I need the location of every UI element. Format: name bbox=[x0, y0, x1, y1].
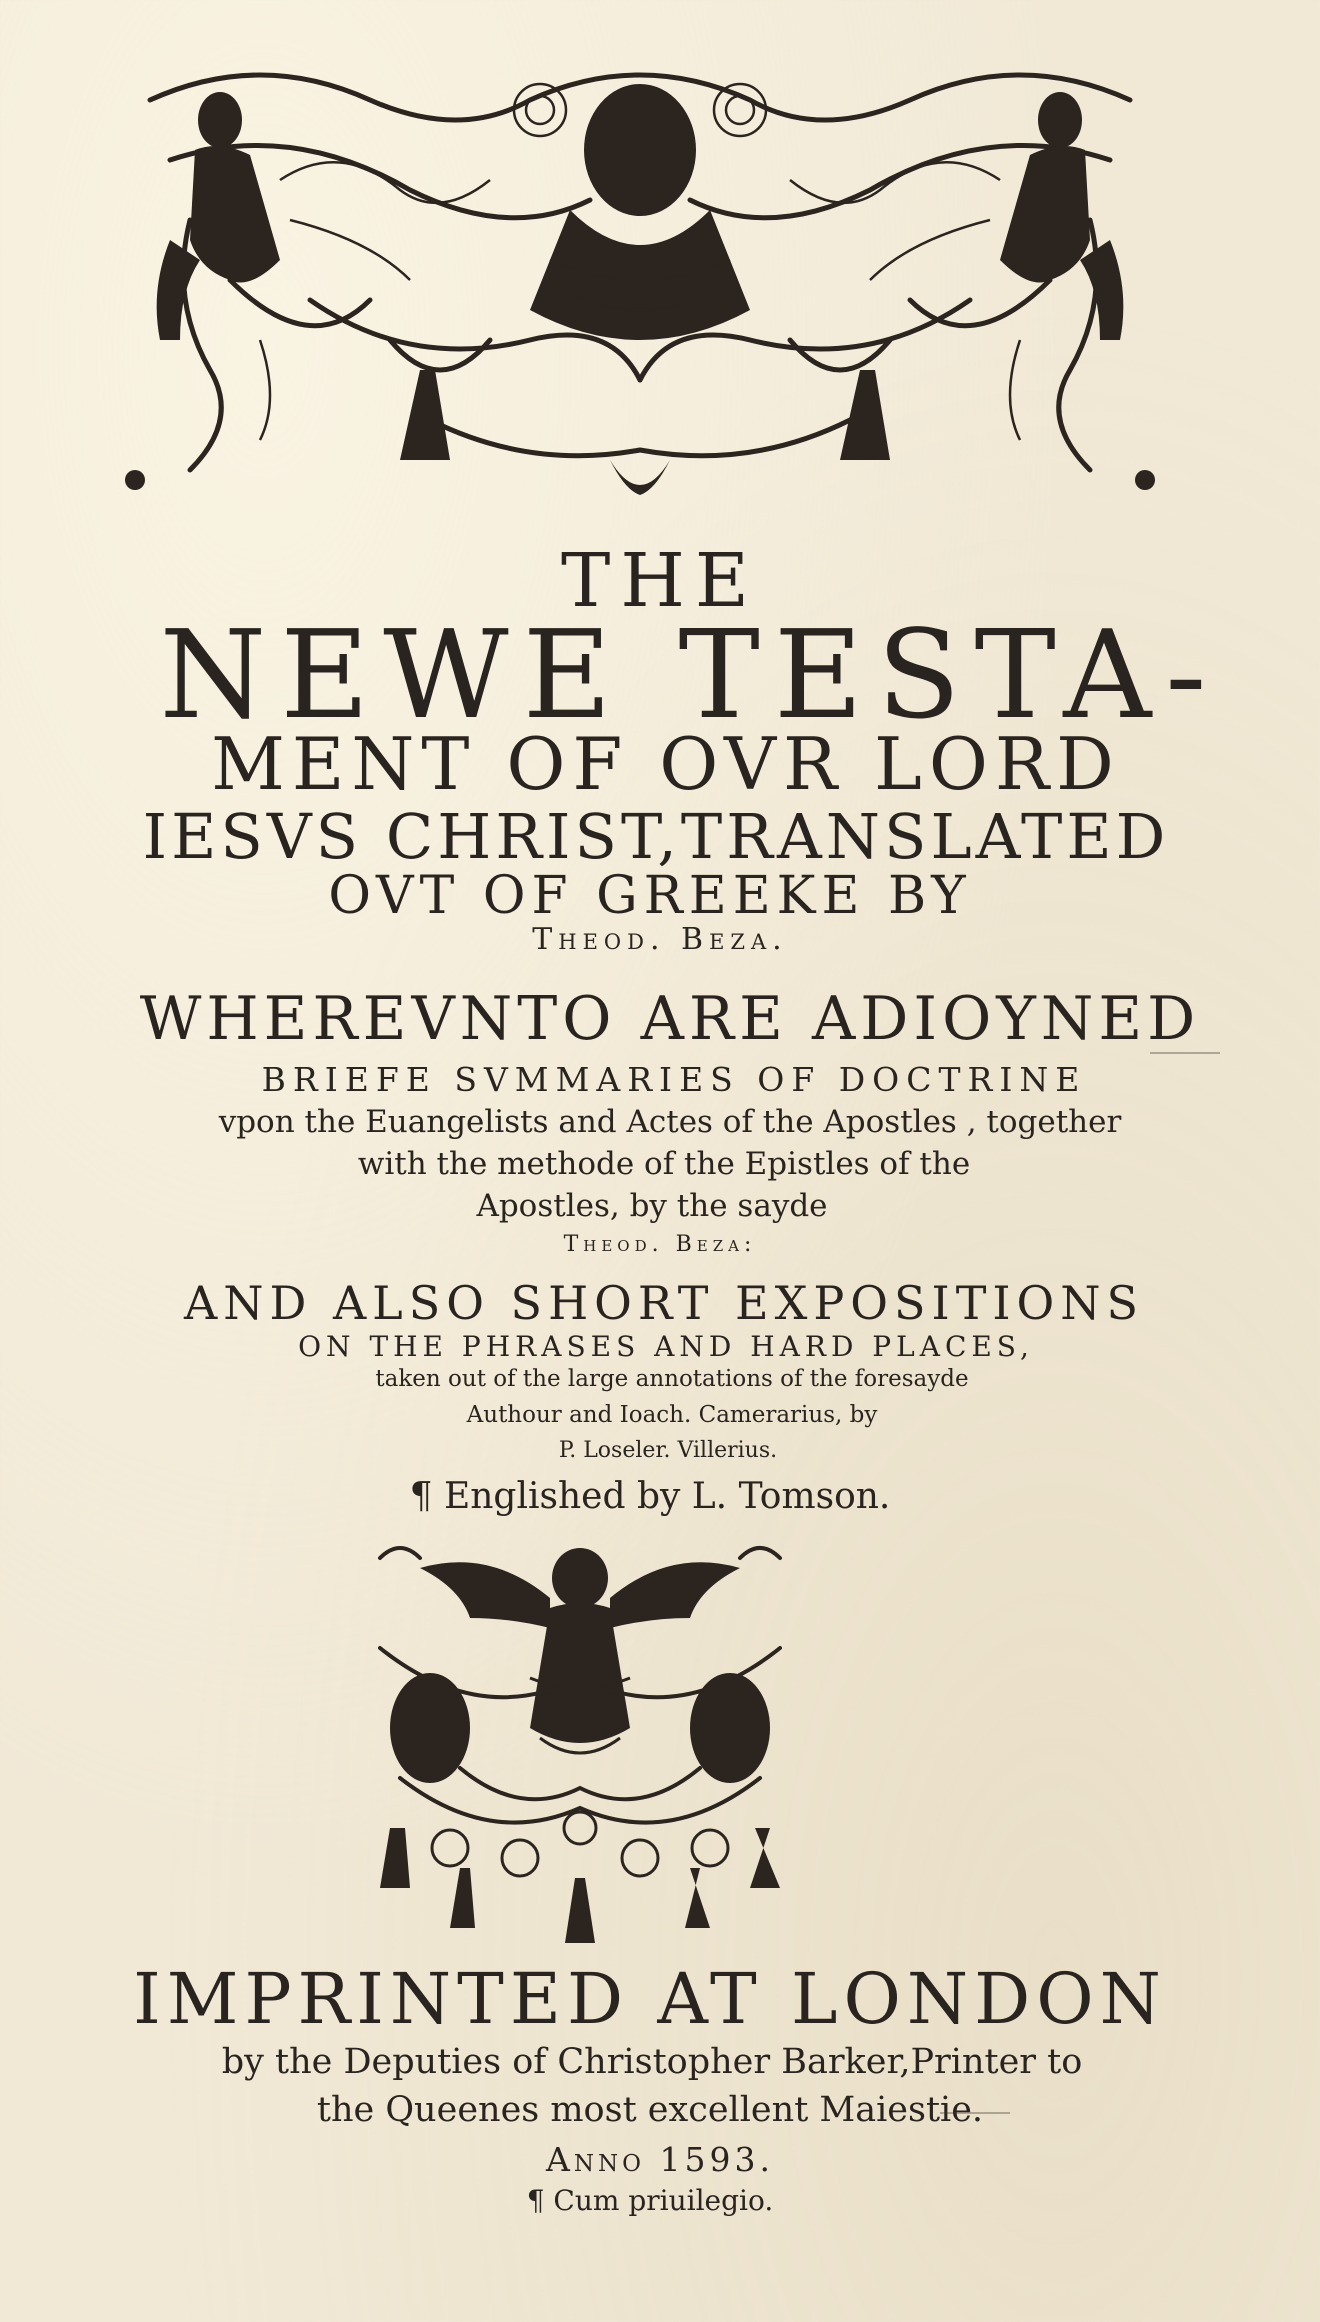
title-line-iesus: IESVS CHRIST,TRANSLATED bbox=[142, 800, 1170, 873]
subtitle-line-taken: taken out of the large annotations of the foresayde bbox=[375, 1366, 969, 1392]
title-line-newe-testa: NEWE TESTA- bbox=[159, 604, 1221, 746]
subtitle-line-briefe: BRIEFE SVMMARIES OF DOCTRINE bbox=[261, 1060, 1087, 1099]
subtitle-line-loseler: P. Loseler. Villerius. bbox=[558, 1438, 778, 1463]
title-line-the: THE bbox=[561, 538, 759, 624]
title-line-ment: MENT OF OVR LORD bbox=[211, 722, 1121, 806]
subtitle-line-vpon: vpon the Euangelists and Actes of the Apostles , together bbox=[218, 1104, 1122, 1140]
printers-device-woodcut-icon bbox=[360, 1528, 800, 1948]
margin-mark bbox=[940, 2112, 1010, 2114]
imprint-line-cum-priuilegio: ¶ Cum priuilegio. bbox=[526, 2184, 774, 2217]
title-line-theod-beza: Theod. Beza. bbox=[532, 922, 788, 957]
margin-mark bbox=[1150, 1052, 1220, 1054]
subtitle-line-author: Authour and Ioach. Camerarius, by bbox=[466, 1402, 878, 1428]
subtitle-line-phrases: ON THE PHRASES AND HARD PLACES, bbox=[298, 1330, 1034, 1363]
title-line-out-of-greeke: OVT OF GREEKE BY bbox=[328, 866, 972, 926]
subtitle-line-and-also: AND ALSO SHORT EXPOSITIONS bbox=[183, 1276, 1145, 1330]
subtitle-line-theod-beza: Theod. Beza: bbox=[563, 1232, 757, 1257]
subtitle-line-apostles: Apostles, by the sayde bbox=[476, 1188, 828, 1224]
imprint-line-queenes: the Queenes most excellent Maiestie. bbox=[316, 2090, 984, 2130]
imprint-line-anno: Anno 1593. bbox=[546, 2140, 774, 2179]
headpiece-woodcut-icon bbox=[110, 40, 1170, 530]
subtitle-line-whereunto: WHEREVNTO ARE ADIOYNED bbox=[139, 984, 1201, 1054]
subtitle-line-with: with the methode of the Epistles of the bbox=[357, 1146, 971, 1182]
translator-line: ¶ Englished by L. Tomson. bbox=[409, 1476, 891, 1517]
imprint-line-deputies: by the Deputies of Christopher Barker,Printer to bbox=[221, 2042, 1083, 2082]
imprint-line-imprinted: IMPRINTED AT LONDON bbox=[133, 1958, 1167, 2040]
